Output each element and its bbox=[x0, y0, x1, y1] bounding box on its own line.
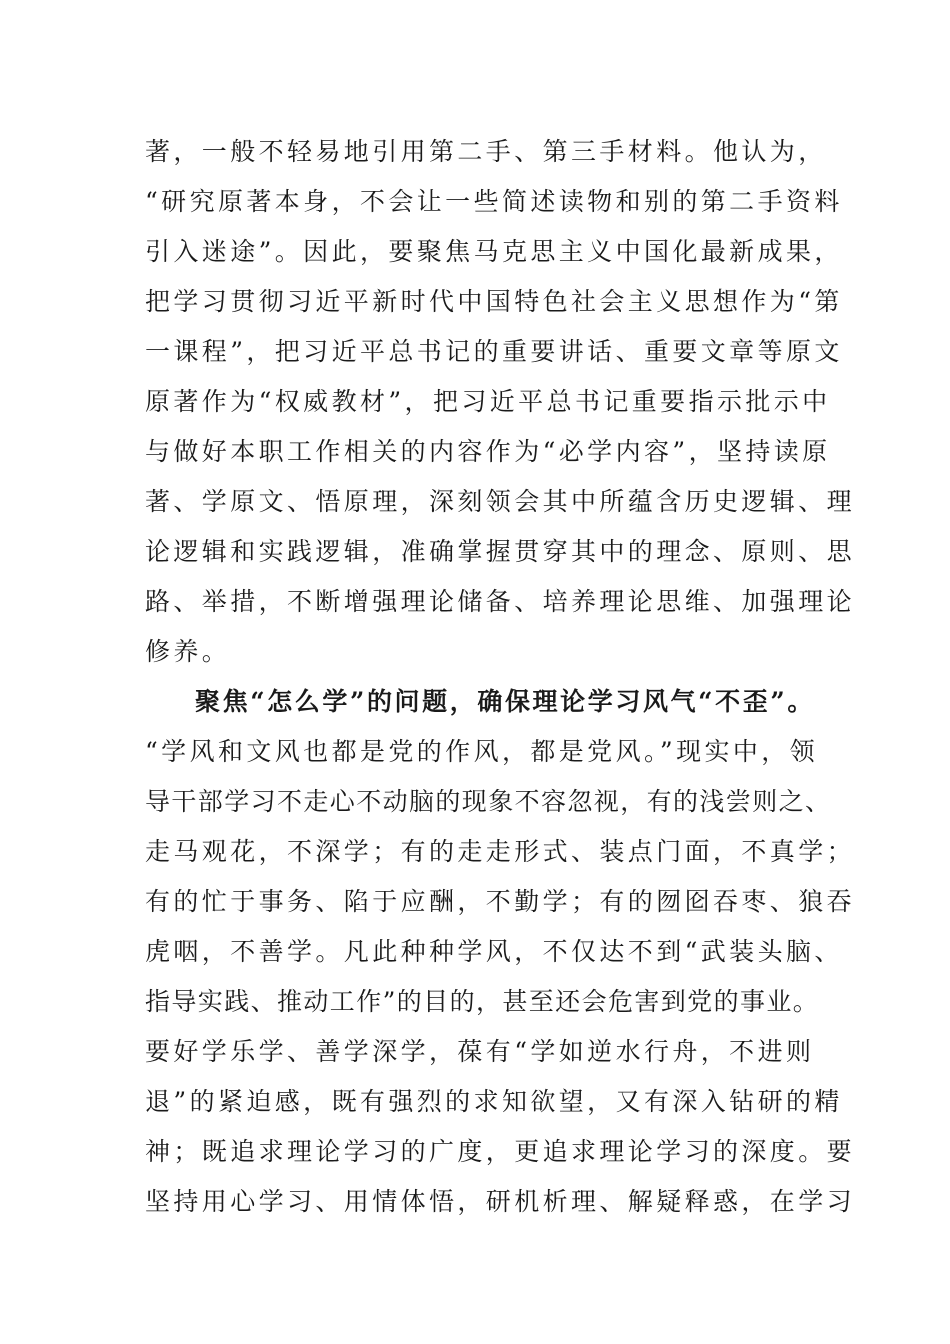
body-text-line: 有的忙于事务、陷于应酬，不勤学；有的囫囵吞枣、狼吞 bbox=[145, 887, 856, 916]
body-text-line: “学风和文风也都是党的作风，都是党风。”现实中，领 bbox=[145, 737, 819, 766]
section-heading: 聚焦“怎么学”的问题，确保理论学习风气“不歪”。 bbox=[195, 687, 815, 716]
body-text-line: 虎咽，不善学。凡此种种学风，不仅达不到“武装头脑、 bbox=[145, 937, 843, 966]
body-text-line: 原著作为“权威教材”，把习近平总书记重要指示批示中 bbox=[145, 387, 831, 416]
body-text-line: 一课程”，把习近平总书记的重要讲话、重要文章等原文 bbox=[145, 337, 843, 366]
body-text-line: 退”的紧迫感，既有强烈的求知欲望，又有深入钻研的精 bbox=[145, 1087, 843, 1116]
body-text-line: 坚持用心学习、用情体悟，研机析理、解疑释惑，在学习 bbox=[145, 1187, 856, 1216]
body-text-line: 指导实践、推动工作”的目的，甚至还会危害到党的事业。 bbox=[145, 987, 820, 1016]
body-text-line: 与做好本职工作相关的内容作为“必学内容”，坚持读原 bbox=[145, 437, 831, 466]
body-text-line: 著，一般不轻易地引用第二手、第三手材料。他认为， bbox=[145, 137, 827, 166]
body-text-line: 著、学原文、悟原理，深刻领会其中所蕴含历史逻辑、理 bbox=[145, 487, 856, 516]
body-text-line: 导干部学习不走心不动脑的现象不容忽视，有的浅尝则之、 bbox=[145, 787, 832, 816]
body-text-line: 要好学乐学、善学深学，葆有“学如逆水行舟，不进则 bbox=[145, 1037, 815, 1066]
body-text-line: 走马观花，不深学；有的走走形式、装点门面，不真学； bbox=[145, 837, 856, 866]
body-text-line: 修养。 bbox=[145, 637, 231, 666]
body-text-line: 神；既追求理论学习的广度，更追求理论学习的深度。要 bbox=[145, 1137, 856, 1166]
body-text-line: 引入迷途”。因此，要聚焦马克思主义中国化最新成果， bbox=[145, 237, 843, 266]
body-text-line: 论逻辑和实践逻辑，准确掌握贯穿其中的理念、原则、思 bbox=[145, 537, 856, 566]
body-text-line: 把学习贯彻习近平新时代中国特色社会主义思想作为“第 bbox=[145, 287, 843, 316]
body-text-line: 路、举措，不断增强理论储备、培养理论思维、加强理论 bbox=[145, 587, 856, 616]
body-text-line: “研究原著本身，不会让一些简述读物和别的第二手资料 bbox=[145, 187, 843, 216]
